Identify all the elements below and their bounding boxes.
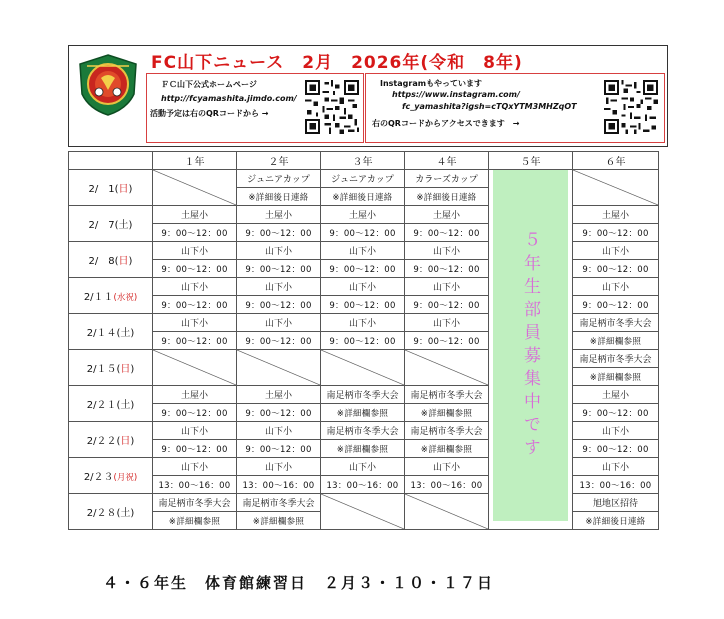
schedule-body [69, 170, 659, 530]
time-cell: 9：00〜12：00 [405, 296, 489, 314]
no-activity-cell [153, 350, 237, 386]
homepage-url-link[interactable]: http://fcyamashita.jimdo.com/ [161, 94, 297, 103]
instagram-url-link[interactable]: https://www.instagram.com/ [392, 90, 520, 99]
venue-cell: 山下小 [237, 314, 321, 332]
holiday-marker: (月祝) [113, 473, 138, 483]
instagram-qr-hint: 右のQRコードからアクセスできます → [372, 119, 520, 128]
venue-cell: 山下小 [573, 278, 659, 296]
grade5-recruit-cell [489, 170, 573, 530]
time-cell: ※詳細欄参照 [405, 440, 489, 458]
no-activity-cell [405, 494, 489, 530]
time-cell: 9：00〜12：00 [153, 224, 237, 242]
time-cell: 9：00〜12：00 [573, 296, 659, 314]
time-cell: ※詳細欄参照 [405, 404, 489, 422]
date-text: 2/ 7 [88, 220, 115, 231]
venue-cell: 山下小 [237, 242, 321, 260]
homepage-qr-code-icon[interactable] [305, 80, 359, 134]
date-cell: 2/１４(土) [69, 314, 153, 350]
venue-cell: 山下小 [321, 242, 405, 260]
venue-cell: 土屋小 [153, 206, 237, 224]
time-cell: ※詳細欄参照 [321, 440, 405, 458]
date-cell [69, 278, 153, 314]
date-text: 2/２８ [86, 508, 117, 519]
date-text: 2/１５ [86, 364, 117, 375]
date-cell: 2/２２(日) [69, 422, 153, 458]
venue-cell: 南足柄市冬季大会 [573, 314, 659, 332]
time-cell: ※詳細欄参照 [573, 368, 659, 386]
date-text: 2/１１ [83, 292, 114, 303]
date-text: 2/ 8 [88, 256, 115, 267]
time-cell: 9：00〜12：00 [321, 260, 405, 278]
time-cell: 9：00〜12：00 [321, 296, 405, 314]
time-cell: 9：00〜12：00 [321, 224, 405, 242]
homepage-info-box [146, 73, 364, 143]
venue-cell: 土屋小 [573, 206, 659, 224]
recruit-banner [493, 170, 568, 521]
table-header-row [69, 152, 659, 170]
venue-cell: 南足柄市冬季大会 [321, 386, 405, 404]
date-cell: 2/２８(土) [69, 494, 153, 530]
header-grade-6: ６年 [573, 152, 659, 170]
venue-cell: 山下小 [237, 458, 321, 476]
time-cell: ※詳細欄参照 [321, 404, 405, 422]
time-cell: 9：00〜12：00 [405, 224, 489, 242]
venue-cell: 山下小 [573, 422, 659, 440]
time-cell: 9：00〜12：00 [237, 440, 321, 458]
header-grade-5: ５年 [489, 152, 573, 170]
venue-cell: 南足柄市冬季大会 [237, 494, 321, 512]
time-cell: 9：00〜12：00 [321, 332, 405, 350]
venue-cell: 南足柄市冬季大会 [321, 422, 405, 440]
practice-schedule-table [68, 151, 659, 530]
time-cell: 9：00〜12：00 [237, 332, 321, 350]
time-cell: 13：00〜16：00 [321, 476, 405, 494]
venue-cell: 山下小 [237, 278, 321, 296]
venue-cell: 山下小 [573, 242, 659, 260]
venue-cell: 山下小 [405, 314, 489, 332]
venue-cell: 土屋小 [237, 386, 321, 404]
no-activity-cell [573, 170, 659, 206]
venue-cell: 土屋小 [153, 386, 237, 404]
date-text: 2/１４ [86, 328, 117, 339]
time-cell: 9：00〜12：00 [573, 440, 659, 458]
date-text: 2/ 1 [88, 184, 115, 195]
header-grade-2: ２年 [237, 152, 321, 170]
homepage-qr-hint: 活動予定は右のQRコードから → [150, 109, 269, 118]
venue-cell: 南足柄市冬季大会 [405, 386, 489, 404]
table-row [69, 170, 659, 188]
venue-cell: ジュニアカップ [321, 170, 405, 188]
date-cell [69, 458, 153, 494]
time-cell: ※詳細後日連絡 [573, 512, 659, 530]
header-date [69, 152, 153, 170]
instagram-heading: Instagramもやっています [380, 79, 483, 88]
venue-cell: 山下小 [321, 278, 405, 296]
time-cell: 9：00〜12：00 [237, 404, 321, 422]
date-cell: 2/ 8(日) [69, 242, 153, 278]
venue-cell: 土屋小 [405, 206, 489, 224]
time-cell: ※詳細後日連絡 [405, 188, 489, 206]
date-cell: 2/ 1(日) [69, 170, 153, 206]
weekday-text: 日 [120, 436, 131, 447]
weekday-text: 土 [118, 220, 129, 231]
venue-cell: 旭地区招待 [573, 494, 659, 512]
venue-cell: 南足柄市冬季大会 [573, 350, 659, 368]
venue-cell: 山下小 [405, 458, 489, 476]
time-cell: 9：00〜12：00 [405, 260, 489, 278]
gym-practice-note: ４・６年生 体育館練習日 ２月３・１０・１７日 [103, 574, 495, 592]
time-cell: 9：00〜12：00 [573, 260, 659, 278]
venue-cell: 山下小 [321, 458, 405, 476]
date-cell: 2/２１(土) [69, 386, 153, 422]
venue-cell: ジュニアカップ [237, 170, 321, 188]
newsletter-header [68, 45, 668, 147]
homepage-heading: ＦＣ山下公式ホームページ [161, 80, 257, 89]
date-cell: 2/１５(日) [69, 350, 153, 386]
weekday-text: 土 [120, 328, 131, 339]
weekday-text: 日 [120, 364, 131, 375]
header-grade-1: １年 [153, 152, 237, 170]
time-cell: 9：00〜12：00 [573, 404, 659, 422]
no-activity-cell [321, 494, 405, 530]
time-cell: 9：00〜12：00 [405, 332, 489, 350]
no-activity-cell [153, 170, 237, 206]
time-cell: 9：00〜12：00 [153, 260, 237, 278]
no-activity-cell [321, 350, 405, 386]
time-cell: ※詳細欄参照 [573, 332, 659, 350]
time-cell: 13：00〜16：00 [573, 476, 659, 494]
venue-cell: 山下小 [405, 278, 489, 296]
venue-cell: 山下小 [321, 314, 405, 332]
venue-cell: 山下小 [153, 314, 237, 332]
venue-cell: 土屋小 [573, 386, 659, 404]
weekday-text: 土 [120, 508, 131, 519]
venue-cell: 山下小 [405, 242, 489, 260]
time-cell: ※詳細欄参照 [237, 512, 321, 530]
weekday-text: 土 [120, 400, 131, 411]
instagram-qr-code-icon[interactable] [604, 80, 658, 134]
recruit-text: ５年生部員募集中です [520, 230, 540, 461]
date-text: 2/２２ [86, 436, 117, 447]
time-cell: ※詳細欄参照 [153, 512, 237, 530]
venue-cell: 山下小 [153, 422, 237, 440]
time-cell: 9：00〜12：00 [153, 296, 237, 314]
venue-cell: カラーズカップ [405, 170, 489, 188]
time-cell: 9：00〜12：00 [153, 440, 237, 458]
venue-cell: 南足柄市冬季大会 [153, 494, 237, 512]
date-cell: 2/ 7(土) [69, 206, 153, 242]
time-cell: 13：00〜16：00 [153, 476, 237, 494]
holiday-marker: (水祝) [113, 293, 138, 303]
venue-cell: 土屋小 [237, 206, 321, 224]
header-grade-4: ４年 [405, 152, 489, 170]
venue-cell: 山下小 [573, 458, 659, 476]
time-cell: 13：00〜16：00 [237, 476, 321, 494]
time-cell: 9：00〜12：00 [573, 224, 659, 242]
venue-cell: 土屋小 [321, 206, 405, 224]
time-cell: ※詳細後日連絡 [237, 188, 321, 206]
venue-cell: 南足柄市冬季大会 [405, 422, 489, 440]
club-emblem-logo [77, 54, 139, 116]
no-activity-cell [405, 350, 489, 386]
header-grade-3: ３年 [321, 152, 405, 170]
no-activity-cell [237, 350, 321, 386]
venue-cell: 山下小 [153, 242, 237, 260]
instagram-handle-link[interactable]: fc_yamashita?igsh=cTQxYTM3MHZqOT [402, 102, 577, 111]
venue-cell: 山下小 [153, 458, 237, 476]
time-cell: 9：00〜12：00 [237, 224, 321, 242]
date-text: 2/２３ [83, 472, 114, 483]
newsletter-title: FC山下ニュース 2月 2026年(令和 8年) [151, 53, 523, 73]
venue-cell: 山下小 [237, 422, 321, 440]
venue-cell: 山下小 [153, 278, 237, 296]
time-cell: 9：00〜12：00 [237, 260, 321, 278]
instagram-info-box [365, 73, 665, 143]
date-text: 2/２１ [86, 400, 117, 411]
emblem-icon [77, 54, 139, 116]
time-cell: 9：00〜12：00 [237, 296, 321, 314]
weekday-text: 日 [118, 256, 129, 267]
time-cell: ※詳細後日連絡 [321, 188, 405, 206]
time-cell: 9：00〜12：00 [153, 404, 237, 422]
time-cell: 9：00〜12：00 [153, 332, 237, 350]
weekday-text: 日 [118, 184, 129, 195]
time-cell: 13：00〜16：00 [405, 476, 489, 494]
